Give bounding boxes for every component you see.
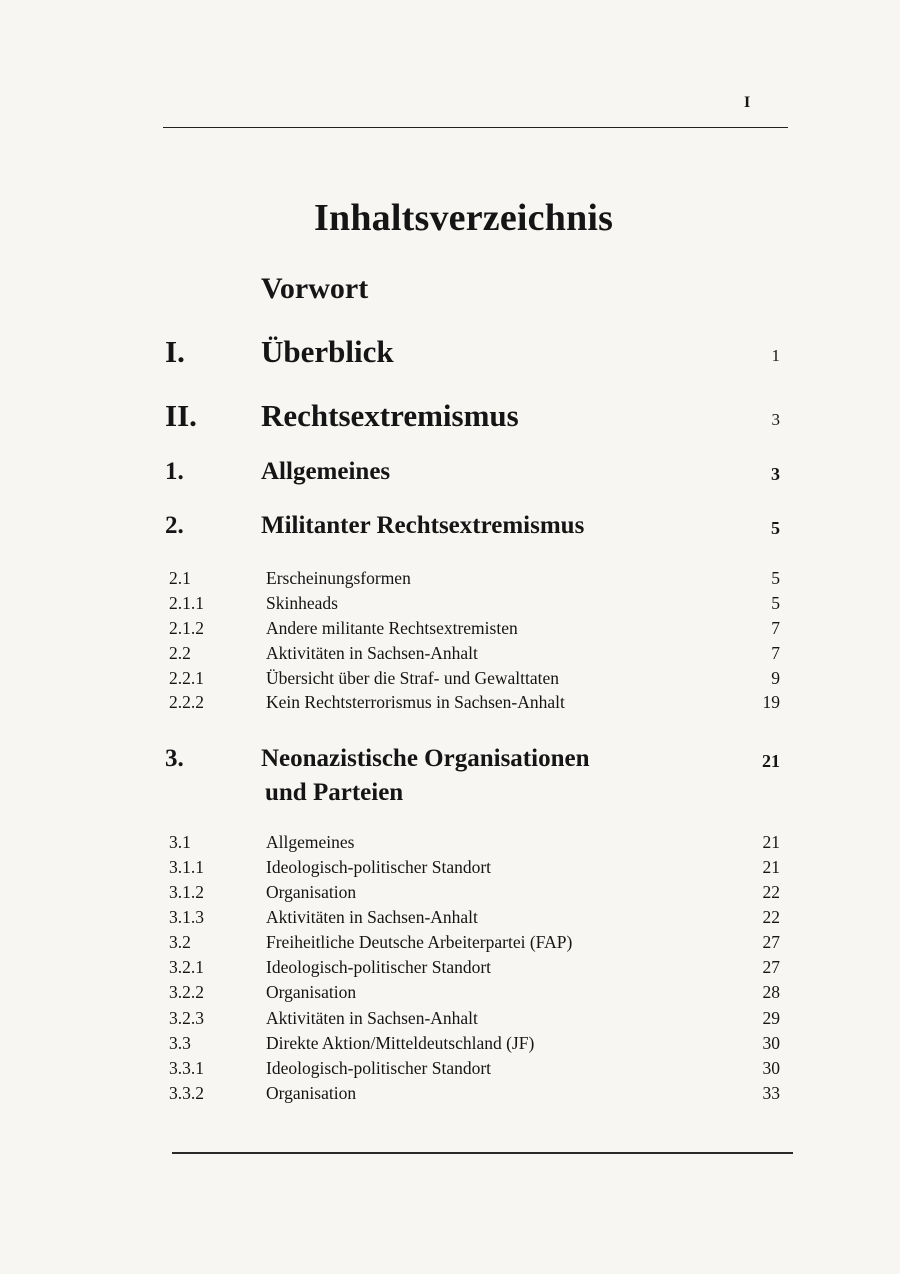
toc-entry-title: Ideologisch-politischer Standort — [266, 1058, 492, 1078]
toc-entry-title: Ideologisch-politischer Standort — [266, 857, 492, 877]
toc-entry-number: 3.3.1 — [169, 1058, 204, 1078]
toc-entry-title: Neonazistische Organisationen — [261, 745, 590, 772]
toc-entry-page: 21 — [762, 832, 780, 852]
toc-entry-page: 1 — [771, 346, 780, 365]
toc-entry-page: 21 — [762, 751, 780, 771]
toc-entry-number: 2.1.2 — [169, 618, 204, 638]
toc-entry-title: Kein Rechtsterrorismus in Sachsen-Anhalt — [266, 692, 565, 712]
toc-entry-number: 3.1.1 — [169, 857, 204, 877]
toc-entry-number: 2.1 — [169, 568, 191, 588]
toc-entry-page: 29 — [762, 1008, 780, 1028]
page-title: Inhaltsverzeichnis — [314, 197, 614, 239]
toc-entry-page: 5 — [771, 568, 780, 588]
toc-entry-number: 3.1 — [169, 832, 191, 852]
toc-entry-title: Erscheinungsformen — [266, 568, 411, 588]
toc-entry-page: 3 — [771, 464, 780, 484]
toc-entry-number: 3.3.2 — [169, 1083, 204, 1103]
toc-entry-number: 2.2.1 — [169, 668, 204, 688]
toc-entry-number: 3.2 — [169, 932, 191, 952]
toc-entry-title: Aktivitäten in Sachsen-Anhalt — [266, 643, 478, 663]
toc-entry-number: 2.2 — [169, 643, 191, 663]
toc-foreword: Vorwort — [261, 272, 369, 305]
toc-entry-page: 5 — [771, 593, 780, 613]
toc-entry-title: Organisation — [266, 882, 357, 902]
toc-entry-page: 27 — [762, 957, 780, 977]
toc-entry-title: Skinheads — [266, 593, 338, 613]
toc-entry-page: 19 — [762, 692, 780, 712]
toc-entry-number: I. — [165, 334, 185, 369]
toc-entry-title: Freiheitliche Deutsche Arbeiterpartei (FAP) — [266, 932, 573, 952]
toc-entry-number: 3.1.2 — [169, 882, 204, 902]
toc-entry-title: Rechtsextremismus — [261, 398, 519, 433]
toc-entry-page: 27 — [762, 932, 780, 952]
toc-entry-number: 3. — [165, 745, 184, 772]
toc-entry-page: 21 — [762, 857, 780, 877]
toc-entry-number: 1. — [165, 458, 184, 485]
toc-entry-title: Aktivitäten in Sachsen-Anhalt — [266, 907, 478, 927]
toc-entry-number: 2.1.1 — [169, 593, 204, 613]
toc-entry-number: 3.2.3 — [169, 1008, 204, 1028]
toc-entry-page: 22 — [762, 907, 780, 927]
toc-entry-page: 9 — [771, 668, 780, 688]
toc-entry-title: Allgemeines — [266, 832, 355, 852]
toc-entry-title: Übersicht über die Straf- und Gewalttaten — [266, 668, 560, 688]
toc-entry-title-continued: und Parteien — [265, 779, 404, 806]
toc-entry-title: Organisation — [266, 1083, 357, 1103]
toc-entry-page: 30 — [762, 1033, 780, 1053]
toc-entry-page: 5 — [771, 518, 780, 538]
toc-entry-number: 3.3 — [169, 1033, 191, 1053]
toc-entry-title: Überblick — [261, 334, 394, 369]
toc-entry-number: II. — [165, 398, 197, 433]
toc-entry-number: 3.1.3 — [169, 907, 204, 927]
toc-entry-page: 3 — [771, 410, 780, 429]
toc-entry-page: 7 — [771, 643, 780, 663]
bottom-rule — [172, 1152, 793, 1154]
toc-entry-title: Organisation — [266, 982, 357, 1002]
toc-entry-title: Allgemeines — [261, 458, 391, 485]
toc-entry-number: 2. — [165, 512, 184, 539]
toc-entry-page: 30 — [762, 1058, 780, 1078]
toc-entry-page: 22 — [762, 882, 780, 902]
toc-entry-page: 7 — [771, 618, 780, 638]
toc-entry-number: 3.2.1 — [169, 957, 204, 977]
toc-entry-title: Andere militante Rechtsextremisten — [266, 618, 518, 638]
toc-entry-title: Militanter Rechtsextremismus — [261, 512, 585, 539]
toc-entry-page: 33 — [762, 1083, 780, 1103]
toc-entry-number: 3.2.2 — [169, 982, 204, 1002]
toc-entry-number: 2.2.2 — [169, 692, 204, 712]
toc-entry-title: Ideologisch-politischer Standort — [266, 957, 492, 977]
toc-entry-page: 28 — [762, 982, 780, 1002]
page-number: I — [744, 94, 751, 111]
toc-entry-title: Direkte Aktion/Mitteldeutschland (JF) — [266, 1033, 535, 1053]
top-rule — [163, 127, 788, 128]
toc-entry-title: Aktivitäten in Sachsen-Anhalt — [266, 1008, 478, 1028]
